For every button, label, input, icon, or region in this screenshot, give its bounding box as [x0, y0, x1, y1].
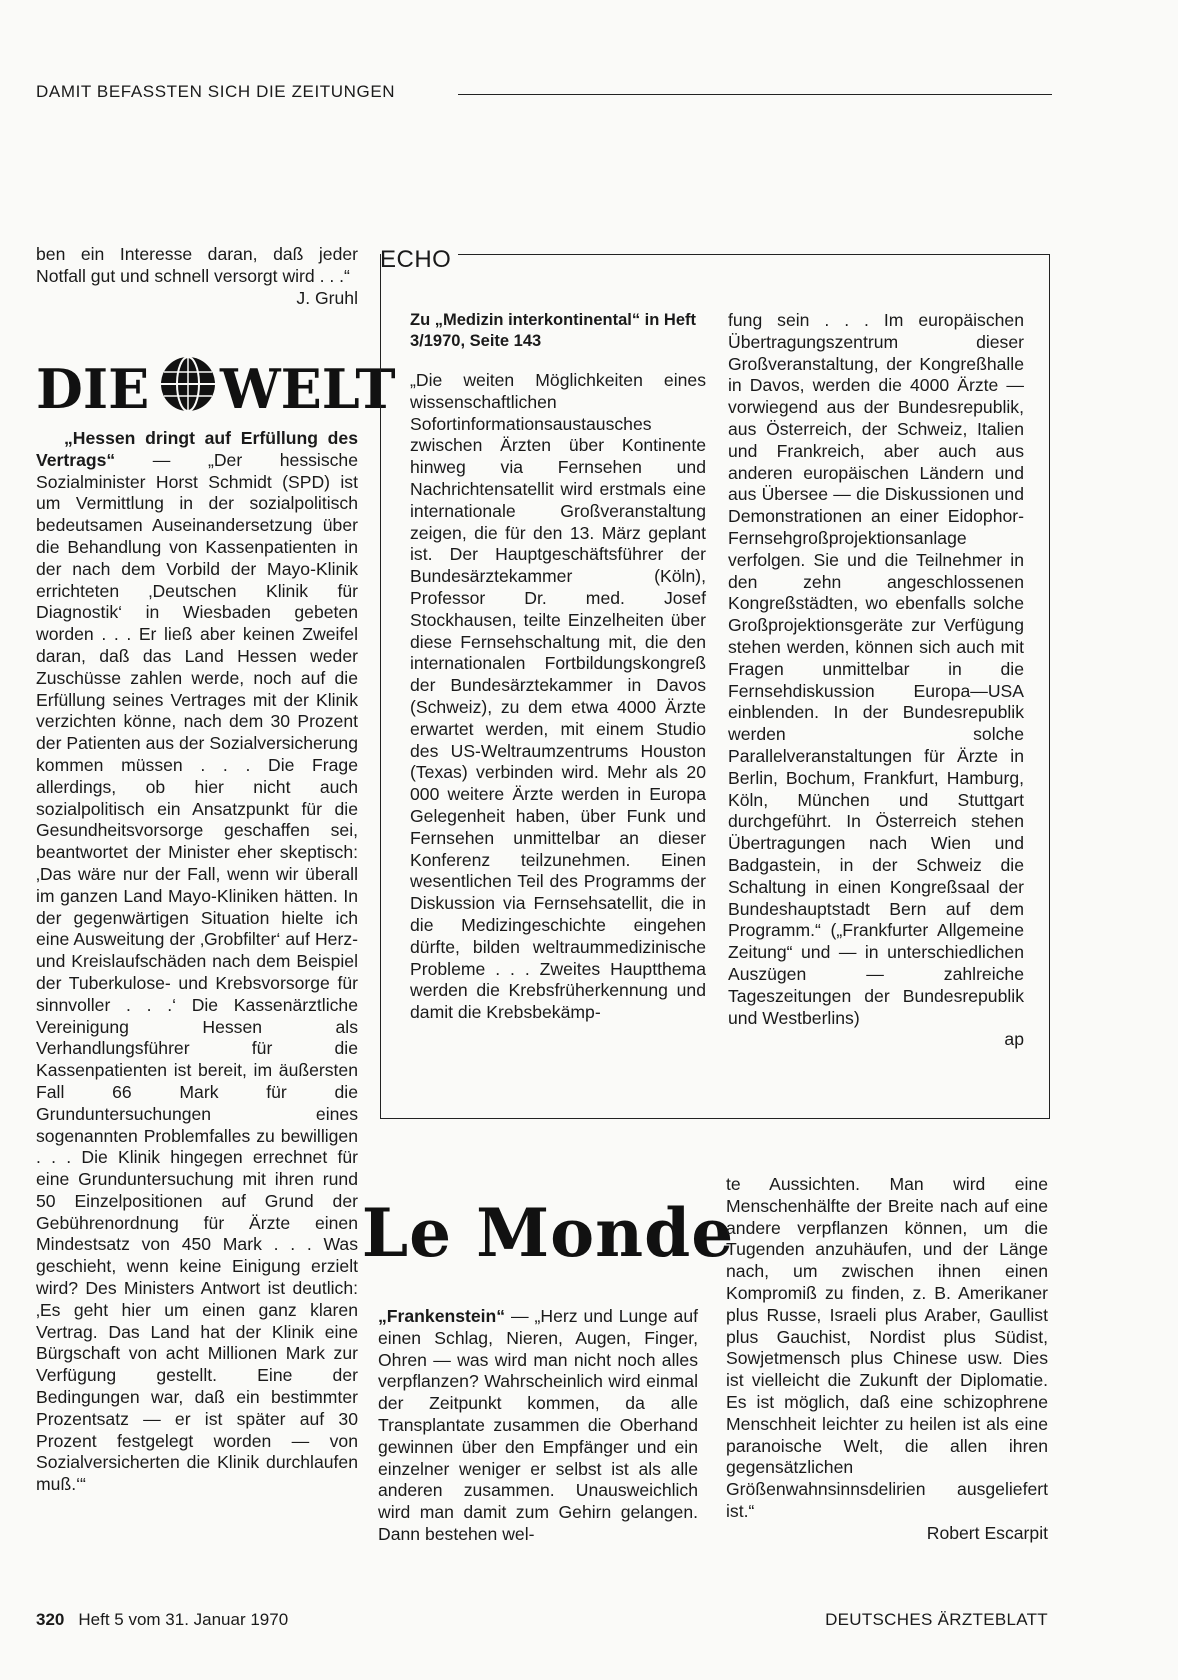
left-column-continuation — [36, 244, 358, 309]
footer-issue — [36, 1610, 288, 1630]
issue-date: Heft 5 vom 31. Januar 1970 — [78, 1610, 289, 1629]
globe-icon — [161, 357, 215, 411]
echo-column-2 — [728, 310, 1024, 1051]
echo-col1-text: „Die weiten Möglichkeiten eines wissenschaftlichen Sofortinformationsaustausches zwischen Ärzten über Kontinente hinweg via Fernsehen und Nachrichtensatellit wird erstmals eine internationale Großveranstaltung zeigen, die für den 13. März geplant ist. Der Hauptgeschäftsführer der Bundesärztekammer (Köln), Professor Dr. med. Josef Stockhausen, teilte Einzelheiten über diese Fernsehschaltung mit, die den internationalen Fortbildungskongreß der Bundesärztekammer in Davos (Schweiz), zu dem etwa 4000 Ärzte erwartet werden, mit einem Studio des US-Weltraumzentrums Houston (Texas) verbinden wird. Mehr als 20 000 weitere Ärzte werden in Europa Gelegenheit haben, über Funk und Fernsehen unmittelbar an dieser Konferenz teilzunehmen. Einen wesentlichen Teil des Programms der Diskussion via Fernsehsatellit, die in die Medizingeschichte eingehen dürfte, bilden weltraummedizinische Probleme . . . Zweites Hauptthema werden die Krebsfrüherkennung und damit die Krebsbekämp- — [410, 370, 706, 1023]
monde-column-2 — [726, 1174, 1048, 1545]
welt-logo-left: DIE — [36, 357, 150, 421]
monde-signature: Robert Escarpit — [926, 1522, 1048, 1543]
welt-article — [36, 428, 358, 1496]
echo-label: ECHO — [380, 246, 452, 273]
header-rule — [458, 94, 1052, 95]
welt-headline: „Hessen dringt auf Erfüllung des Vertrags“ — [36, 428, 358, 470]
die-welt-logo — [36, 352, 396, 421]
welt-body: — „Der hessische Sozialminister Horst Schmidt (SPD) ist um Vermittlung in der sozialpolitisch bedeutsamen Auseinandersetzung über die Behandlung von Kassenpatienten in der nach dem Vorbild der Mayo-Klinik errichteten ‚Deutschen Klinik für Diagnostik‘ in Wiesbaden gebeten worden . . . Er ließ aber keinen Zweifel daran, daß das Land Hessen weder Zuschüsse zahlen werde, noch auf die Erfüllung seines Vertrages mit der Klinik verzichten könne, nach dem 30 Prozent der Patienten aus der Sozialversicherung kommen müssen . . . Die Frage allerdings, ob hier nicht auch sozialpolitisch ein Ansatzpunkt für die Gesundheitsvorsorge geschaffen sei, beantwortet der Minister eher skeptisch: ‚Das wäre nur der Fall, wenn wir überall im ganzen Land Mayo-Kliniken hätten. In der gegenwärtigen Situation hielte ich eine Ausweitung der ‚Grobfilter‘ auf Herz- und Kreislaufschäden nach dem Beispiel der Tuberkulose- und Krebsvorsorge für sinnvoller . . .‘ Die Kassenärztliche Vereinigung Hessen als Verhandlungsführer für die Kassenpatienten ist bereit, im äußersten Fall 66 Mark für die Grunduntersuchungen eines sogenannten Problemfalles zu bewilligen . . . Die Klinik hingegen errechnet für eine Grunduntersuchung mit ihren rund 50 Einzelpositionen auf Grund der Gebührenordnung für Ärzte einen Mindestsatz von 450 Mark . . . Was geschieht, wenn keine Einigung erzielt wird? Des Ministers Antwort ist deutlich: ‚Es geht hier um einen ganz klaren Vertrag. Das Land hat der Klinik eine Bürgschaft von acht Millionen Mark zur Verfügung gestellt. Eine der Bedingungen war, daß ein bestimmter Prozentsatz — er ist später auf 30 Prozent festgelegt worden — von Sozialversicherten die Klinik durchlaufen muß.‘“ — [36, 449, 358, 1495]
section-title: DAMIT BEFASSTEN SICH DIE ZEITUNGEN — [36, 82, 396, 101]
monde-col1-text: — „Herz und Lunge auf einen Schlag, Nieren, Augen, Finger, Ohren — was wird man nicht noch alles verpflanzen? Wahrscheinlich wird einmal der Zeitpunkt kommen, da alle Transplantate zusammen die Oberhand gewinnen über den Empfänger und ein einzelner weniger er selbst ist als alle anderen zusammen. Unausweichlich wird man damit zum Gehirn gelangen. Dann bestehen wel- — [378, 1306, 698, 1544]
monde-logo-text: Le Monde — [361, 1194, 735, 1272]
monde-col2-text: te Aussichten. Man wird eine Menschenhälfte der Breite nach auf eine andere verpflanzen können, um die Tugenden anzuhäufen, und der Länge nach, um zwischen ihnen einen Kompromiß zu finden, z. B. Amerikaner plus Russe, Israeli plus Araber, Gaullist plus Gauchist, Nordist plus Südist, Sowjetmensch plus Chinese usw. Dies ist vielleicht die Zukunft der Diplomatie. Es ist möglich, daß eine schizophrene Menschheit leichter zu heilen ist als eine paranoische Welt, die allen ihren gegensätzlichen Größenwahnsinnsdelirien ausgeliefert ist.“ — [726, 1174, 1048, 1521]
monde-headline: „Frankenstein“ — [378, 1306, 506, 1326]
page-number: 320 — [36, 1610, 65, 1629]
monde-column-1 — [378, 1306, 698, 1546]
continuation-signature: J. Gruhl — [296, 287, 358, 308]
welt-logo-right: WELT — [220, 357, 396, 421]
footer-publication: DEUTSCHES ÄRZTEBLATT — [825, 1610, 1048, 1629]
continuation-text: ben ein Interesse daran, daß jeder Notfall gut und schnell versorgt wird . . .“ — [36, 244, 358, 286]
echo-subtitle: Zu „Medizin interkontinental“ in Heft 3/1970, Seite 143 — [410, 311, 696, 350]
echo-col2-text: fung sein . . . Im europäischen Übertragungszentrum dieser Großveranstaltung, der Kongreßhalle in Davos, werden die 4000 Ärzte — vorwiegend aus der Bundesrepublik, aus Österreich, der Schweiz, Italien und Frankreich, aber auch aus anderen europäischen Ländern und aus Übersee — die Diskussionen und Demonstrationen an einer Eidophor-Fernsehgroßprojektionsanlage verfolgen. Sie und die Teilnehmer in den zehn angeschlossenen Kongreßstädten, wo ebenfalls solche Großprojektionsgeräte zur Verfügung stehen werden, können sich auch mit Fragen unmittelbar in die Fernsehdiskussion Europa—USA einblenden. In der Bundesrepublik werden solche Parallelveranstaltungen für Ärzte in Berlin, Bochum, Frankfurt, Hamburg, Köln, München und Stuttgart durchgeführt. In Österreich stehen Übertragungen nach Wien und Badgastein, in der Schweiz die Schaltung in einen Kongreßsaal der Bundeshauptstadt Bern auf dem Programm.“ („Frankfurter Allgemeine Zeitung“ und — in unterschiedlichen Auszügen — zahlreiche Tageszeitungen der Bundesrepublik und Westberlins) — [728, 310, 1024, 1028]
le-monde-logo — [361, 1188, 735, 1276]
echo-column-1 — [410, 310, 706, 1024]
echo-signature: ap — [1004, 1029, 1024, 1050]
